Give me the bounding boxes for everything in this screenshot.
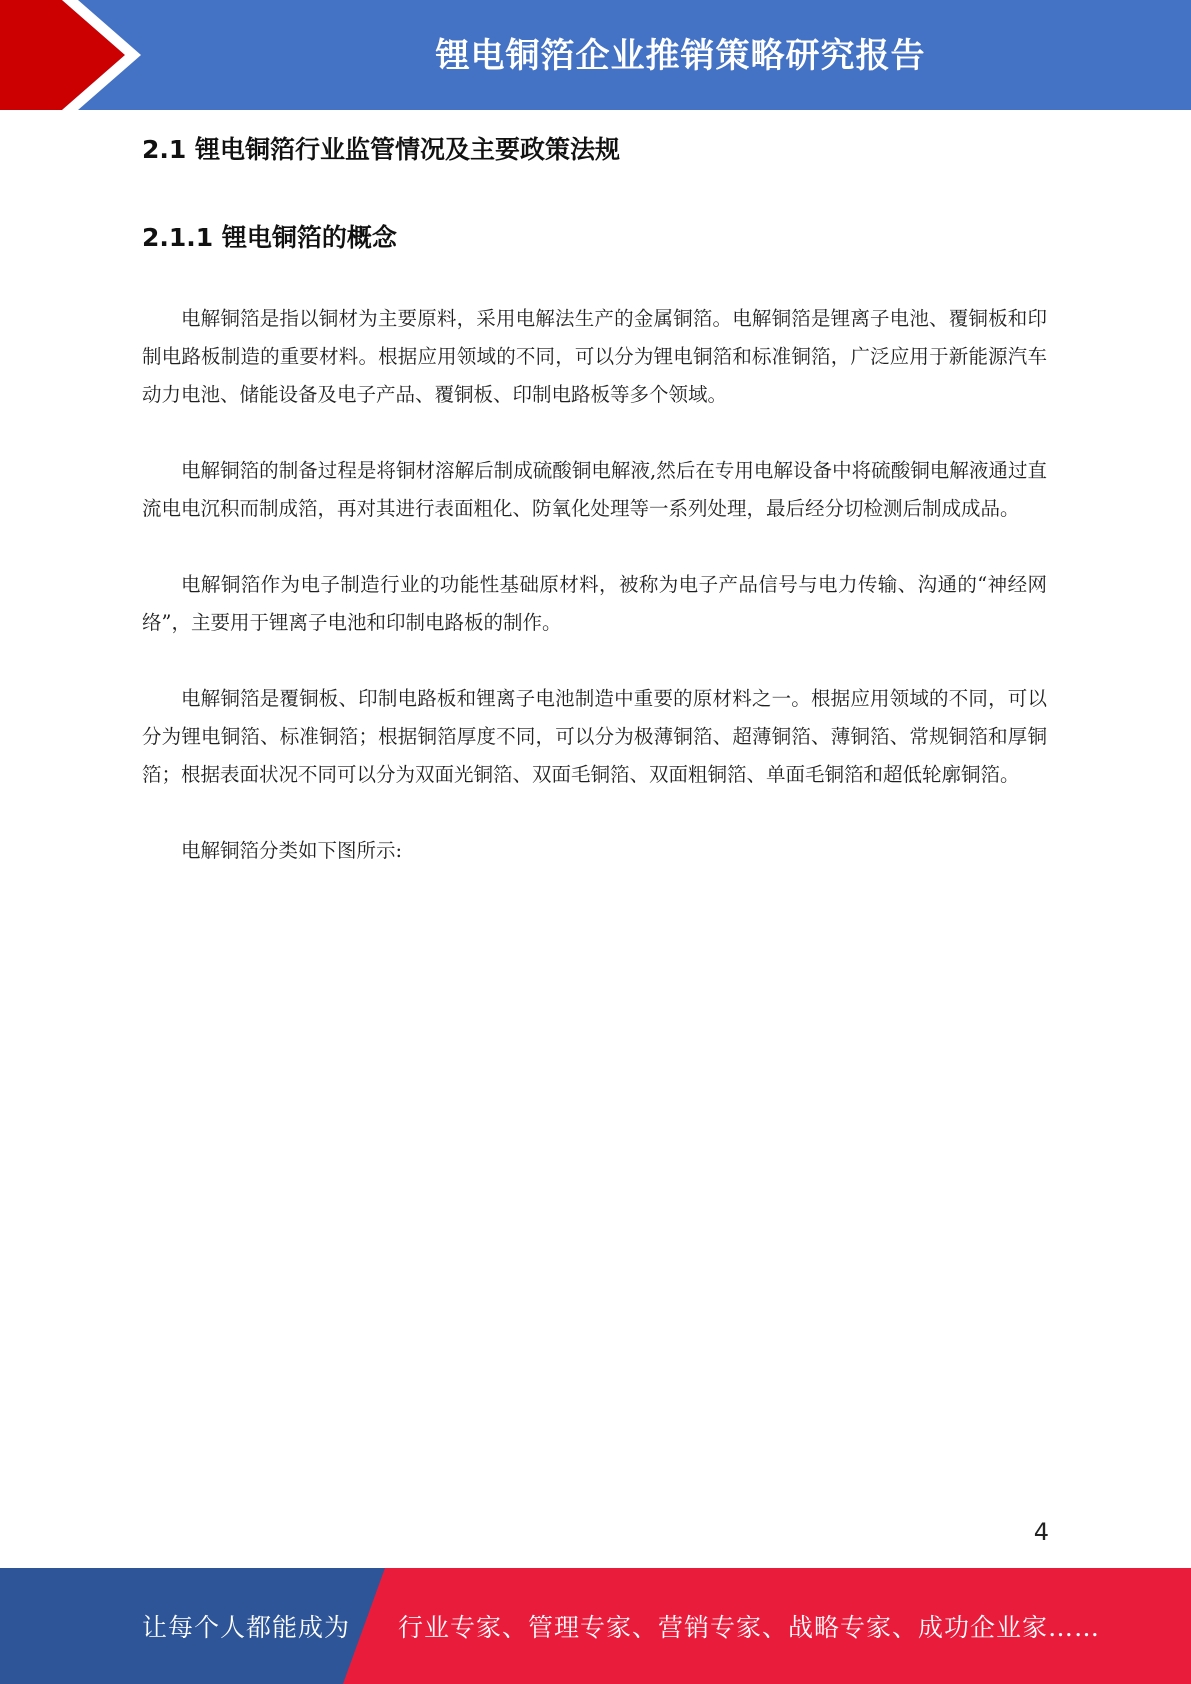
subsection-heading: 2.1.1 锂电铜箔的概念: [142, 223, 397, 252]
page-header: [0, 0, 1191, 110]
document-body: [142, 128, 1047, 870]
paragraph: 电解铜箔的制备过程是将铜材溶解后制成硫酸铜电解液,然后在专用电解设备中将硫酸铜电解液通过直流电电沉积而制成箔，再对其进行表面粗化、防氧化处理等一系列处理，最后经分切检测后制成成品。: [142, 459, 1047, 520]
paragraph: 电解铜箔是指以铜材为主要原料，采用电解法生产的金属铜箔。电解铜箔是锂离子电池、覆铜板和印制电路板制造的重要材料。根据应用领域的不同，可以分为锂电铜箔和标准铜箔，广泛应用于新能源汽车动力电池、储能设备及电子产品、覆铜板、印制电路板等多个领域。: [142, 307, 1047, 406]
figure-caption-intro: 电解铜箔分类如下图所示:: [181, 839, 403, 862]
paragraph: 电解铜箔是覆铜板、印制电路板和锂离子电池制造中重要的原材料之一。根据应用领域的不同，可以分为锂电铜箔、标准铜箔；根据铜箔厚度不同，可以分为极薄铜箔、超薄铜箔、薄铜箔、常规铜箔和厚铜箔；根据表面状况不同可以分为双面光铜箔、双面毛铜箔、双面粗铜箔、单面毛铜箔和超低轮廓铜箔。: [142, 687, 1047, 786]
paragraph: 电解铜箔作为电子制造行业的功能性基础原材料，被称为电子产品信号与电力传输、沟通的“神经网络”，主要用于锂离子电池和印制电路板的制作。: [142, 573, 1047, 634]
footer-slogan-left: 让每个人都能成为: [142, 1613, 351, 1642]
page-footer: [0, 1568, 1191, 1684]
footer-slogan-right: 行业专家、管理专家、营销专家、战略专家、成功企业家……: [398, 1613, 1101, 1642]
report-title: 锂电铜箔企业推销策略研究报告: [435, 35, 926, 76]
page-number: 4: [1033, 1518, 1049, 1546]
section-heading: 2.1 锂电铜箔行业监管情况及主要政策法规: [142, 135, 620, 164]
